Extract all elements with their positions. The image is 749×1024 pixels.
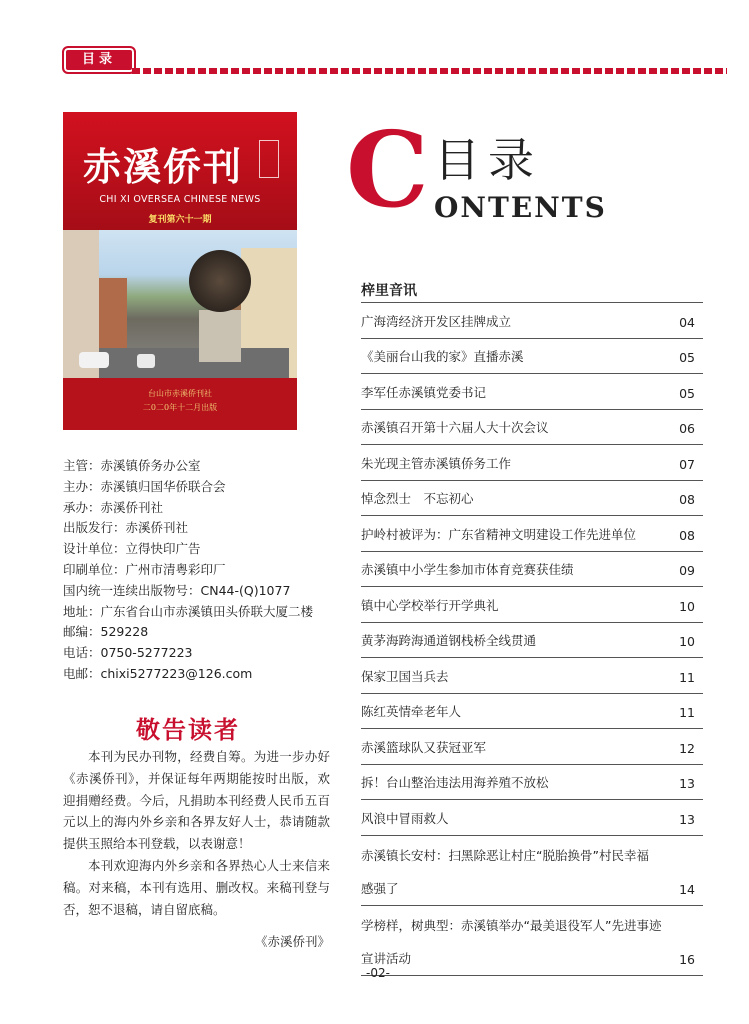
info-row: 地址：广东省台山市赤溪镇田头侨联大厦二楼 (63, 603, 314, 619)
toc-entry-long[interactable] (361, 836, 703, 906)
toc-entry[interactable] (361, 694, 703, 730)
toc-page: 05 (679, 350, 695, 365)
toc-entry[interactable] (361, 800, 703, 836)
toc-page: 06 (679, 421, 695, 436)
toc-title-line1: 学榜样，树典型：赤溪镇举办“最美退役军人”先进事迹 (361, 917, 662, 933)
toc-entry[interactable] (361, 481, 703, 517)
contents-big-letter: C (346, 108, 429, 231)
info-row: 主办：赤溪镇归国华侨联合会 (63, 478, 226, 494)
toc-entry[interactable] (361, 552, 703, 588)
toc-title: 赤溪镇召开第十六届人大十次会议 (361, 420, 549, 435)
toc-title: 拆！台山整治违法用海养殖不放松 (361, 775, 549, 790)
info-row: 邮编：529228 (63, 624, 149, 640)
toc-entry[interactable] (361, 658, 703, 694)
notice-body (63, 746, 330, 920)
toc-title: 黄茅海跨海通道钢栈桥全线贯通 (361, 633, 537, 648)
toc-page: 16 (679, 951, 695, 967)
toc-entry[interactable] (361, 587, 703, 623)
toc-title: 赤溪篮球队又获冠亚军 (361, 739, 487, 755)
info-row: 设计单位：立得快印广告 (63, 541, 201, 557)
info-row: 国内统一连续出版物号：CN44-(Q)1077 (63, 582, 291, 598)
info-row: 主管：赤溪镇侨务办公室 (63, 458, 201, 473)
cover-issue: 复刊第六十一期 (148, 215, 212, 225)
toc-title: 陈红英情牵老年人 (361, 704, 462, 719)
page-number: -02- (366, 966, 390, 980)
cover-publisher: 台山市赤溪侨刊社 (148, 389, 212, 398)
toc-entry[interactable] (361, 374, 703, 410)
cover-seal (259, 140, 279, 178)
toc-list (361, 302, 703, 976)
toc-page: 11 (679, 669, 695, 685)
toc-entry[interactable] (361, 729, 703, 765)
notice-title: 敬告读者 (136, 716, 240, 744)
toc-entry[interactable] (361, 339, 703, 375)
toc-title: 镇中心学校举行开学典礼 (361, 597, 499, 613)
toc-entry[interactable] (361, 302, 703, 339)
toc-entry[interactable] (361, 445, 703, 481)
contents-chinese-title: 目录 (434, 133, 542, 187)
toc-entry-long[interactable] (361, 906, 703, 976)
toc-page: 08 (679, 527, 695, 543)
toc-title-line1: 赤溪镇长安村：扫黑除恶让村庄“脱胎换骨”村民幸福 (361, 847, 649, 863)
toc-title: 风浪中冒雨救人 (361, 810, 449, 826)
toc-page: 08 (679, 492, 695, 507)
toc-title: 保家卫国当兵去 (361, 668, 449, 684)
magazine-cover (63, 112, 297, 430)
drum-sculpture (189, 250, 251, 312)
toc-page: 14 (679, 881, 695, 897)
toc-page: 09 (679, 563, 695, 578)
toc-page: 10 (679, 634, 695, 649)
notice-paragraph: 本刊为民办刊物，经费自筹。为进一步办好《赤溪侨刊》，并保证每年两期能按时出版，欢迎捐赠经费。今后，凡捐助本刊经费人民币五百元以上的海内外乡亲和各界友好人士，恭请随款提供玉照给本刊登载，以表谢意！ (63, 749, 330, 852)
toc-page: 10 (679, 598, 695, 614)
toc-title: 悼念烈士 不忘初心 (361, 491, 474, 506)
info-row: 承办：赤溪侨刊社 (63, 499, 164, 515)
info-row: 出版发行：赤溪侨刊社 (63, 520, 189, 536)
contents-english-title: ONTENTS (434, 191, 607, 224)
toc-page: 04 (679, 314, 695, 330)
toc-title: 护岭村被评为：广东省精神文明建设工作先进单位 (361, 526, 637, 542)
toc-title: 广海湾经济开发区挂牌成立 (361, 313, 512, 329)
toc-title: 《美丽台山我的家》直播赤溪 (361, 349, 524, 364)
toc-title: 朱光现主管赤溪镇侨务工作 (361, 455, 512, 471)
cover-title: 赤溪侨刊 (83, 144, 244, 189)
publication-info (63, 456, 363, 685)
toc-entry[interactable] (361, 410, 703, 446)
toc-entry[interactable] (361, 765, 703, 801)
header-divider (132, 68, 727, 74)
toc-title: 李军任赤溪镇党委书记 (361, 384, 487, 400)
toc-page: 12 (679, 740, 695, 756)
drum-pedestal (199, 310, 241, 362)
toc-title-line2: 感强了 (361, 880, 399, 896)
notice-signature: 《赤溪侨刊》 (254, 934, 330, 949)
section-title: 梓里音讯 (361, 283, 417, 299)
section-tab: 目录 (62, 46, 136, 74)
toc-title-line2: 宣讲活动 (361, 950, 412, 966)
toc-page: 13 (679, 811, 695, 827)
info-row: 电话：0750-5277223 (63, 645, 193, 661)
car (79, 352, 109, 368)
toc-page: 13 (679, 776, 695, 791)
toc-entry[interactable] (361, 623, 703, 659)
toc-page: 07 (679, 456, 695, 472)
road (99, 348, 289, 378)
cover-date: 二0二0年十二月出版 (142, 403, 218, 412)
cover-english-title: CHI XI OVERSEA CHINESE NEWS (99, 194, 261, 205)
info-row: 印刷单位：广州市清粤彩印厂 (63, 561, 226, 577)
info-row: 电邮：chixi5277223@126.com (63, 665, 253, 681)
toc-entry[interactable] (361, 516, 703, 552)
car (137, 354, 155, 368)
toc-page: 11 (679, 705, 695, 720)
toc-page: 05 (679, 385, 695, 401)
notice-paragraph: 本刊欢迎海内外乡亲和各界热心人士来信来稿。对来稿，本刊有选用、删改权。来稿刊登与否，恕不退稿，请自留底稿。 (63, 857, 330, 917)
cover-photo (63, 230, 297, 378)
toc-title: 赤溪镇中小学生参加市体育竞赛获佳绩 (361, 562, 574, 577)
